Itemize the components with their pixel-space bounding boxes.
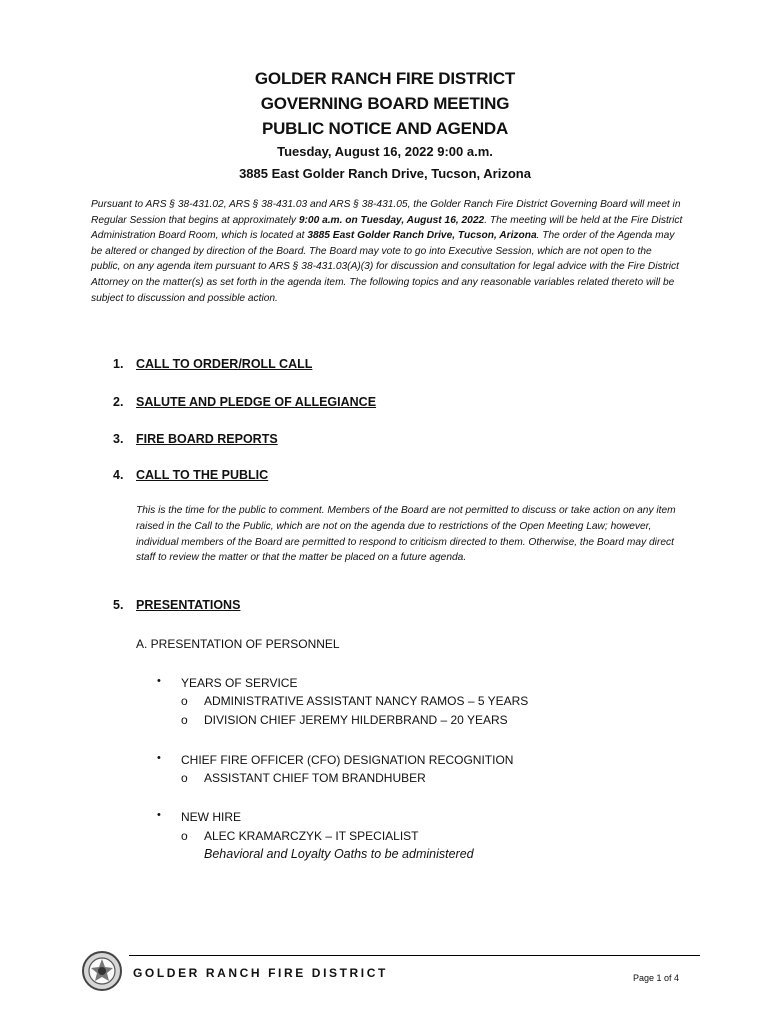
intro-bold-address: 3885 East Golder Ranch Drive, Tucson, Arizona bbox=[307, 230, 537, 242]
agenda-item-title: SALUTE AND PLEDGE OF ALLEGIANCE bbox=[136, 395, 377, 409]
agenda-item-title: CALL TO ORDER/ROLL CALL bbox=[136, 357, 313, 371]
intro-bold-time: 9:00 a.m. on Tuesday, August 16, 2022 bbox=[298, 214, 485, 226]
agenda-item-number: 3. bbox=[113, 432, 124, 446]
agenda-item-1 bbox=[113, 357, 312, 371]
agenda-item-number: 5. bbox=[113, 598, 124, 612]
cfo-recipient: ASSISTANT CHIEF TOM BRANDHUBER bbox=[204, 771, 426, 785]
bullet-icon: • bbox=[157, 675, 161, 687]
agenda-item-number: 4. bbox=[113, 468, 124, 482]
notice-title: PUBLIC NOTICE AND AGENDA bbox=[261, 119, 509, 138]
intro-paragraph bbox=[91, 197, 683, 306]
agenda-item-title: FIRE BOARD REPORTS bbox=[136, 432, 278, 446]
years-of-service-item: ADMINISTRATIVE ASSISTANT NANCY RAMOS – 5 YEARS bbox=[204, 694, 529, 708]
call-to-public-text: This is the time for the public to comment. Members of the Board are not permitted to discuss or take action on any item raised in the Call to the Public, which are not on the agenda due to restrictions of the Open Meeting Law; however, individual members of the Board are permitted to respond to criticism directed to them. Otherwise, the Board may direct staff to review the matter or that the matter be placed on a future agenda. bbox=[136, 505, 676, 564]
bullet-icon: • bbox=[157, 752, 161, 764]
oath-note: Behavioral and Loyalty Oaths to be administered bbox=[204, 847, 474, 861]
years-of-service-item: DIVISION CHIEF JEREMY HILDERBRAND – 20 YEARS bbox=[204, 713, 508, 727]
cfo-designation: CHIEF FIRE OFFICER (CFO) DESIGNATION RECOGNITION bbox=[181, 753, 514, 767]
intro-text-3: . The order of the Agenda may be altered or changed by direction of the Board. The Board may vote to go into Executive Session, which are not open to the public, on any agenda item pursuant to ARS § 38-431.03(A)(3) for discussion and consultation for legal advice with the Fire District Attorney on the matter(s) as set forth in the agenda item. The following topics and any reasonable variables related thereto will be subject to discussion and possible action. bbox=[91, 230, 679, 304]
sub-bullet-icon: o bbox=[181, 771, 188, 785]
agenda-item-5 bbox=[113, 598, 240, 612]
sub-bullet-icon: o bbox=[181, 713, 188, 727]
agenda-item-3 bbox=[113, 432, 278, 446]
agenda-item-title: CALL TO THE PUBLIC bbox=[136, 468, 269, 482]
agenda-item-number: 1. bbox=[113, 357, 124, 371]
agenda-item-2 bbox=[113, 395, 376, 409]
meeting-address: 3885 East Golder Ranch Drive, Tucson, Arizona bbox=[239, 166, 531, 181]
meeting-title: GOVERNING BOARD MEETING bbox=[260, 94, 510, 113]
years-of-service: YEARS OF SERVICE bbox=[181, 676, 298, 690]
new-hire: NEW HIRE bbox=[181, 810, 241, 824]
org-title: GOLDER RANCH FIRE DISTRICT bbox=[254, 69, 516, 88]
sub-bullet-icon: o bbox=[181, 694, 188, 708]
presentation-of-personnel: A. PRESENTATION OF PERSONNEL bbox=[136, 637, 340, 651]
document-header bbox=[0, 66, 770, 185]
page-number: Page 1 of 4 bbox=[633, 973, 680, 983]
intro-text-1: Pursuant to ARS § 38-431.02, ARS § 38-431.03 and ARS § 38-431.05, the Golder Ranch Fire District Governing Board will meet in Regular Session that begins at approximately bbox=[91, 199, 681, 226]
intro-text-2: . The meeting will be held at the Fire District Administration Board Room, which is located at bbox=[91, 214, 683, 242]
bullet-icon: • bbox=[157, 809, 161, 821]
new-hire-name: ALEC KRAMARCZYK – IT SPECIALIST bbox=[204, 829, 419, 843]
agenda-item-title: PRESENTATIONS bbox=[136, 598, 241, 612]
footer-org-name: GOLDER RANCH FIRE DISTRICT bbox=[133, 966, 388, 980]
agenda-item-4 bbox=[113, 468, 268, 482]
meeting-date: Tuesday, August 16, 2022 9:00 a.m. bbox=[277, 144, 493, 159]
footer-divider bbox=[129, 955, 700, 956]
fire-district-seal-icon bbox=[80, 947, 124, 995]
agenda-item-number: 2. bbox=[113, 395, 124, 409]
sub-bullet-icon: o bbox=[181, 829, 188, 843]
